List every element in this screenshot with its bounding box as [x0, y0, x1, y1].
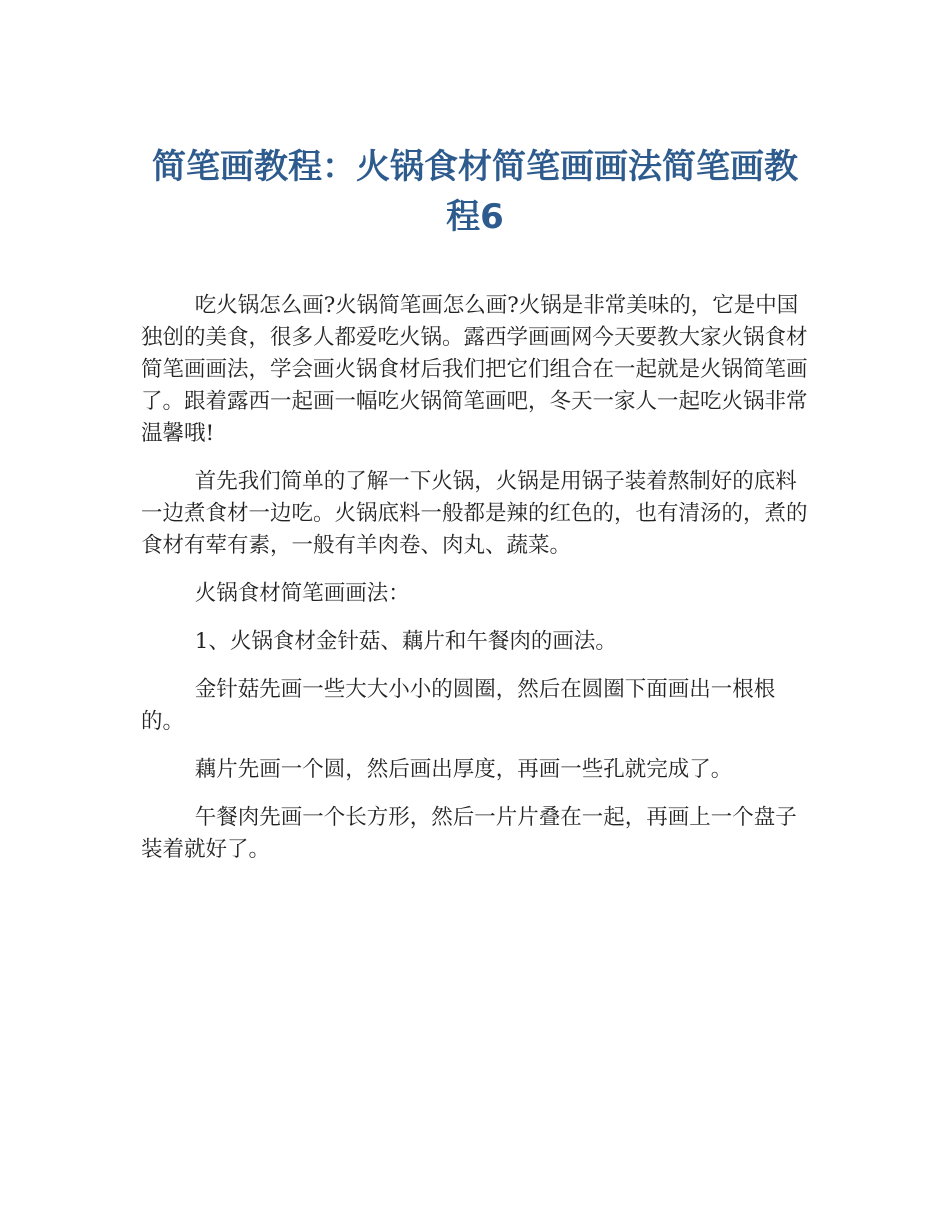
paragraph-lotus-root: 藕片先画一个圆，然后画出厚度，再画一些孔就完成了。 [194, 757, 733, 782]
document-title: 简笔画教程：火锅食材简笔画画法简笔画教程6 [152, 147, 798, 237]
paragraph-hotpot-overview: 首先我们简单的了解一下火锅，火锅是用锅子装着熬制好的底料一边煮食材一边吃。火锅底料一般都是辣的红色的，也有清汤的，煮的食材有荤有素，一般有羊肉卷、肉丸、蔬菜。 [141, 469, 808, 558]
paragraph-method-heading: 火锅食材简笔画画法： [194, 581, 410, 606]
paragraph-intro: 吃火锅怎么画?火锅简笔画怎么画?火锅是非常美味的，它是中国独创的美食，很多人都爱吃火锅。露西学画画网今天要教大家火锅食材简笔画画法，学会画火锅食材后我们把它们组合在一起就是火锅简笔画了。跟着露西一起画一幅吃火锅简笔画吧，冬天一家人一起吃火锅非常温馨哦! [141, 293, 808, 446]
paragraph-enoki: 金针菇先画一些大大小小的圆圈，然后在圆圈下面画出一根根的。 [141, 677, 776, 734]
document-body [141, 290, 811, 882]
paragraph-step-1: 1、火锅食材金针菇、藕片和午餐肉的画法。 [194, 629, 617, 654]
paragraph-luncheon-meat: 午餐肉先画一个长方形，然后一片片叠在一起，再画上一个盘子装着就好了。 [141, 805, 797, 862]
